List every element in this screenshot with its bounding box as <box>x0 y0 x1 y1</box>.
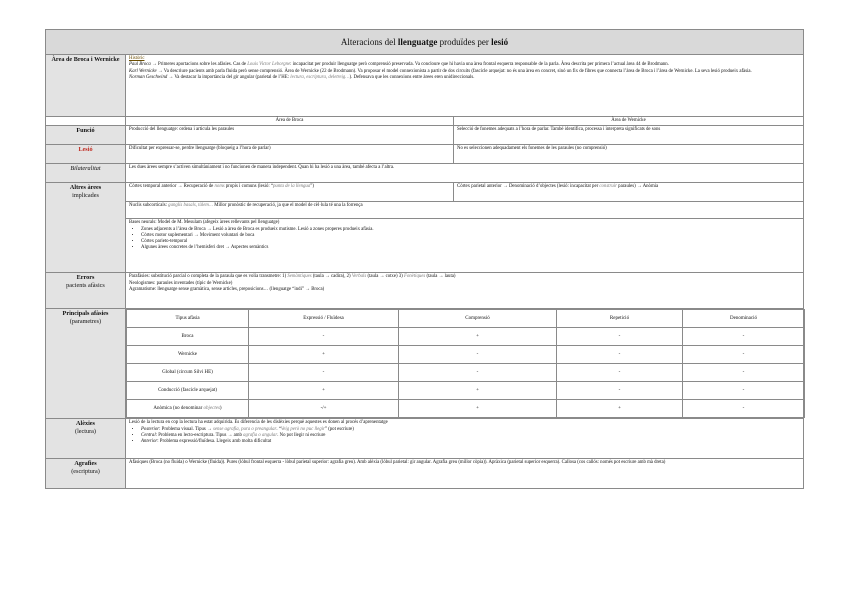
table-title: Alteracions del llenguatge produïdes per lesió <box>46 30 804 55</box>
list-item: • Anterior: Problema expressió/fluïdesa. Llegeix amb molta dificultat <box>141 439 800 445</box>
altres-bases-neurals: Bases neurals: Model de M. Mesulam (afegeix àrees rellevants pel llenguatge) • Zones adjacents a l’àrea de Broca → Lesió a àrea de Broca es produeix mutisme. Lesió a zones properes produeix afàsia. • Còrtex motor suplementari → Moviment voluntari de boca • Còrtex parieto-temporal • Algunes àrees concretes de l’hemisferi dret → Aspectes semàntics <box>126 219 804 273</box>
label-bilateralitat: Bilateralitat <box>46 164 126 183</box>
table-row: Anòmica (no denominar objectes) -/+ + + - <box>127 400 805 418</box>
header-broca: Àrea de Broca <box>126 117 454 126</box>
bilateralitat-text: Les dues àrees sempre s’activen simultàniament i no funcionen de manera independent. Quan hi ha lesió a una àrea, també afecta a l’altra. <box>126 164 804 183</box>
label-broca-wernicke: Àrea de Broca i Wernicke <box>46 55 126 117</box>
table-row: Conducció (fascicle arquejat) + + - - <box>127 382 805 400</box>
label-principals-afasies: Principals afàsies (parametres) <box>46 309 126 419</box>
afasies-table <box>126 309 805 418</box>
header-wernicke: Àrea de Wernicke <box>454 117 804 126</box>
funcio-wernicke: Selecció de fonemes adequats a l’hora de parlar. També identifica, processa i interpreta significats de sons <box>454 126 804 145</box>
list-item: • Còrtex parieto-temporal <box>141 239 800 245</box>
alexies-text: Lesió de la lectura en cop la lectura ha estat adquirida. Es diferencia de les dislèxies perquè aquestes es donen al procés d’aprenentatge • Posterior: Problema visual. Tipus → sense agrafia, pura o preangular. “Veig però no puc llegir” (pot escriure) • Central: Problema en lecto-escriptura. Tipus → amb agrafia o angular. No pot llegir ni escriure • Anterior: Problema expressió/fluïdesa. Llegeix amb molta dificultat <box>126 419 804 459</box>
altres-nuclis: Nuclis subcorticals: ganglis basals, tàlem… Millor pronòstic de recuperació, ja que el model de cèl·lula té una la forrença <box>126 202 804 219</box>
list-item: • Posterior: Problema visual. Tipus → sense agrafia, pura o preangular. “Veig però no puc llegir” (pot escriure) <box>141 427 800 433</box>
label-lesio: Lesió <box>46 145 126 164</box>
table-row: Wernicke + - - - <box>127 346 805 364</box>
funcio-broca: Producció del llenguatge: ordena i articula les paraules <box>126 126 454 145</box>
altres-wernicke: Còrtex parietal anterior → Denominació d’objectes (lesió: incapacitat per construir paraules) → Anòmia <box>454 183 804 202</box>
lesio-broca: Dificultat per expressar-se, perdre llenguatge (bloqueig a l’hora de parlar) <box>126 145 454 164</box>
language-alterations-table <box>45 29 804 489</box>
historic-label: Històric <box>129 56 145 61</box>
list-item: • Algunes àrees concretes de l’hemisferi dret → Aspectes semàntics <box>141 245 800 251</box>
historic-line-broca: Paul Broca → Primeres aportacions sobre les afàsies. Cas de Louis Victor Leborgne: incapacitat per produir llenguatge però comprensió preservada. Va concloure que hi havia una àrea frontal esquerra responsable de la parla. Àrea descrita per primera l’actual àrea 44 de Brodmann. <box>129 62 669 68</box>
table-row: Global (circum Silvi HE) - - - - <box>127 364 805 382</box>
lesio-wernicke: No es seleccionen adequadament els fonemes de les paraules (no comprensió) <box>454 145 804 164</box>
errors-text: Parafàsies: substitució parcial o completa de la paraula que es volia transmetre: 1) Semàntiques (taula → cadira), 2) Verbals (taula → cotxe) 3) Fonètiques (taula → lauta) Neologismes: paraules inventades (típic de Wernicke) Agramatisme: llenguatge sense gramàtica, sense articles, preposicions… (llenguatge “indi” → Broca) <box>126 273 804 309</box>
list-item: • Zones adjacents a l’àrea de Broca → Lesió a àrea de Broca es produeix mutisme. Lesió a zones properes produeix afàsia. <box>141 227 800 233</box>
label-funcio: Funció <box>46 126 126 145</box>
label-altres-arees: Altres àrees implicades <box>46 183 126 273</box>
altres-broca: Còrtex temporal anterior → Recuperació de noms propis i comuns (lesió: “punta de la llengua”) <box>126 183 454 202</box>
afasies-table-cell <box>126 309 804 419</box>
agrafies-text: Afàsiques (Broca (no fluida) o Wernicke (fluida)). Pures (lòbul frontal esquerra - lòbul parietal superior: agrafia greu). Amb alèxia (lòbul parietal: gir angular. Agrafia greu (millor còpia)). Apràxica (parietal superior esquerra). Callosa (cos callós: només pot escriure amb mà dreta) <box>126 459 804 489</box>
label-agrafies: Agrafies (escriptura) <box>46 459 126 489</box>
historic-line-wernicke: Karl Wernicke → Va descriure pacients amb parla fluida però sense comprensió. Àrea de Wernicke (22 de Brodmann). Va proposar el model connexionista a partir de dos circuits (fascicle arquejat: no és una àrea en concret, sinó un fix de fibres que connecta l’àrea de Broca i l’àrea de Wernicke. La seva lesió produeix afàsia. <box>129 68 752 74</box>
historic-cell <box>126 55 804 117</box>
list-item: • Central: Problema en lecto-escriptura. Tipus → amb agrafia o angular. No pot llegir ni escriure <box>141 433 800 439</box>
label-alexies: Alèxies (lectura) <box>46 419 126 459</box>
table-header-row: Tipus afàsia Expressió / Fluïdesa Comprensió Repetició Denominació <box>127 310 805 328</box>
list-item: • Còrtex motor suplementari → Moviment voluntari de boca <box>141 233 800 239</box>
table-row: Broca - + - - <box>127 328 805 346</box>
historic-line-geschwind: Norman Geschwind → Va destacar la importància del gir angular (parietal de l’HE: lectura, escriptura, deletreig…). Defensava que les connexions entre àrees eren unidireccionals. <box>129 74 475 80</box>
label-errors: Errors pacients afàsics <box>46 273 126 309</box>
empty-corner <box>46 117 126 126</box>
